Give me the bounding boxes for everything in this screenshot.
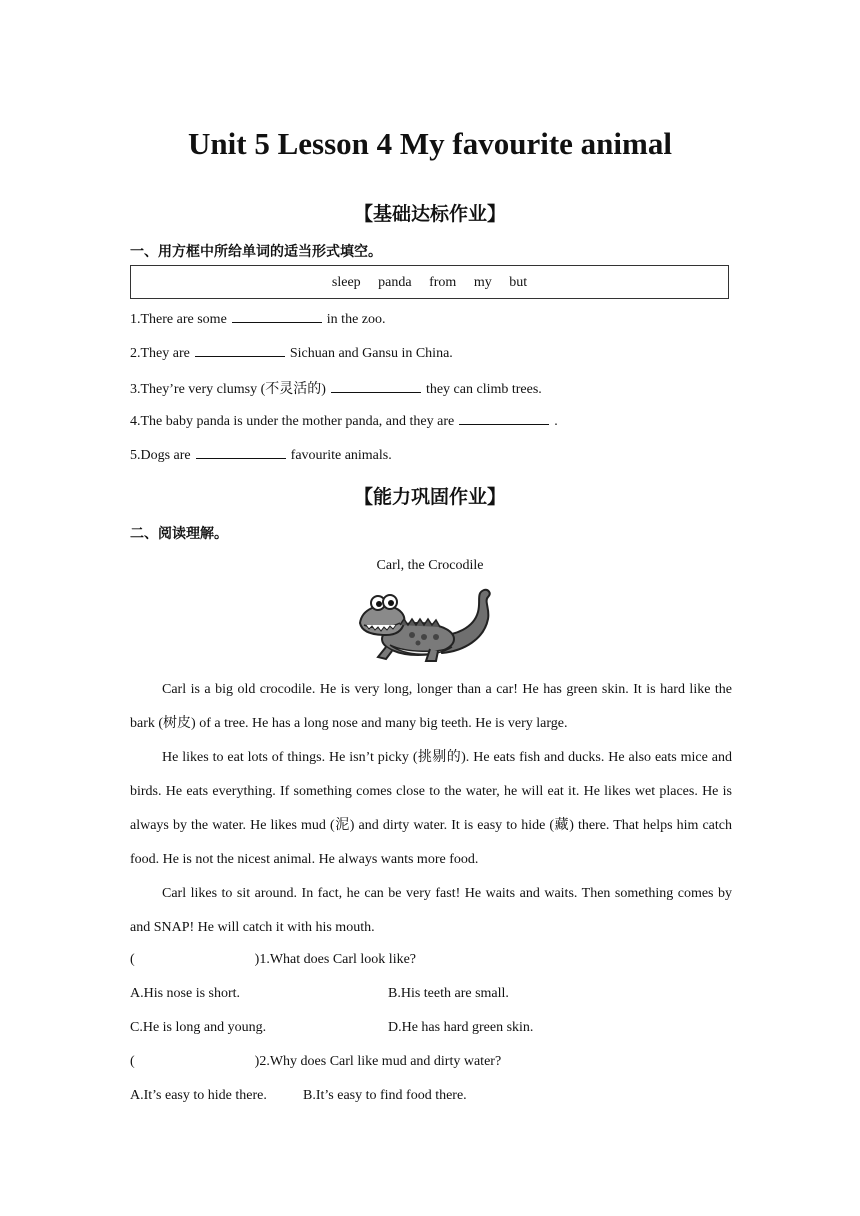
option-b[interactable]: B.It’s easy to find food there. xyxy=(303,1088,467,1103)
part-one-instruction: 一、用方框中所给单词的适当形式填空。 xyxy=(130,244,382,260)
answer-blank[interactable] xyxy=(196,446,286,459)
story-paragraph: Carl likes to sit around. In fact, he can be very fast! He waits and waits. Then something comes by and SNAP! He will catch it with his mouth. xyxy=(130,886,732,935)
option-d[interactable]: D.He has hard green skin. xyxy=(388,1020,534,1035)
fill-blank-item: 3.They’re very clumsy (不灵活的) they can climb trees. xyxy=(130,382,542,397)
section-heading-advanced: 【能力巩固作业】 xyxy=(353,486,506,508)
section-heading-basic: 【基础达标作业】 xyxy=(353,203,506,225)
fill-blank-item: 5.Dogs are favourite animals. xyxy=(130,448,392,463)
story-body xyxy=(130,673,732,945)
story-paragraph: He likes to eat lots of things. He isn’t picky (挑剔的). He eats fish and ducks. He also eats mice and birds. He eats everything. If something comes close to the water, he will eat it. He likes wet places. He is always by the water. He likes mud (泥) and dirty water. It is easy to hide (藏) there. That helps him catch food. He is not the nicest animal. He always wants more food. xyxy=(130,750,732,867)
answer-paren-open[interactable]: ( xyxy=(130,952,135,967)
question-stem: )1.What does Carl look like? xyxy=(254,952,417,967)
option-a[interactable]: A.His nose is short. xyxy=(130,986,241,1001)
word-box xyxy=(130,265,729,299)
story-paragraph: Carl is a big old crocodile. He is very long, longer than a car! He has green skin. It is hard like the bark (树皮) of a tree. He has a long nose and many big teeth. He is very large. xyxy=(130,682,732,731)
story-title: Carl, the Crocodile xyxy=(376,558,484,573)
option-b[interactable]: B.His teeth are small. xyxy=(388,986,509,1001)
answer-blank[interactable] xyxy=(459,412,549,425)
word-box-word: my xyxy=(473,275,492,290)
part-two-instruction: 二、阅读理解。 xyxy=(130,526,228,542)
fill-blank-item: 2.They are Sichuan and Gansu in China. xyxy=(130,346,453,361)
question-2 xyxy=(130,1054,501,1070)
answer-blank[interactable] xyxy=(232,310,322,323)
fill-blank-item: 4.The baby panda is under the mother panda, and they are . xyxy=(130,414,558,429)
worksheet-title: Unit 5 Lesson 4 My favourite animal xyxy=(188,126,672,161)
answer-blank[interactable] xyxy=(331,380,421,393)
word-box-word: from xyxy=(429,275,457,290)
option-c[interactable]: C.He is long and young. xyxy=(130,1020,267,1035)
answer-paren-open[interactable]: ( xyxy=(130,1054,135,1069)
question-1 xyxy=(130,952,416,968)
answer-blank[interactable] xyxy=(195,344,285,357)
word-box-word: sleep xyxy=(331,275,361,290)
option-a[interactable]: A.It’s easy to hide there. xyxy=(130,1088,267,1103)
fill-blank-item: 1.There are some in the zoo. xyxy=(130,312,386,327)
question-stem: )2.Why does Carl like mud and dirty water? xyxy=(254,1054,502,1069)
word-box-word: but xyxy=(509,275,528,290)
word-box-word: panda xyxy=(378,275,412,290)
crocodile-illustration xyxy=(356,587,496,665)
